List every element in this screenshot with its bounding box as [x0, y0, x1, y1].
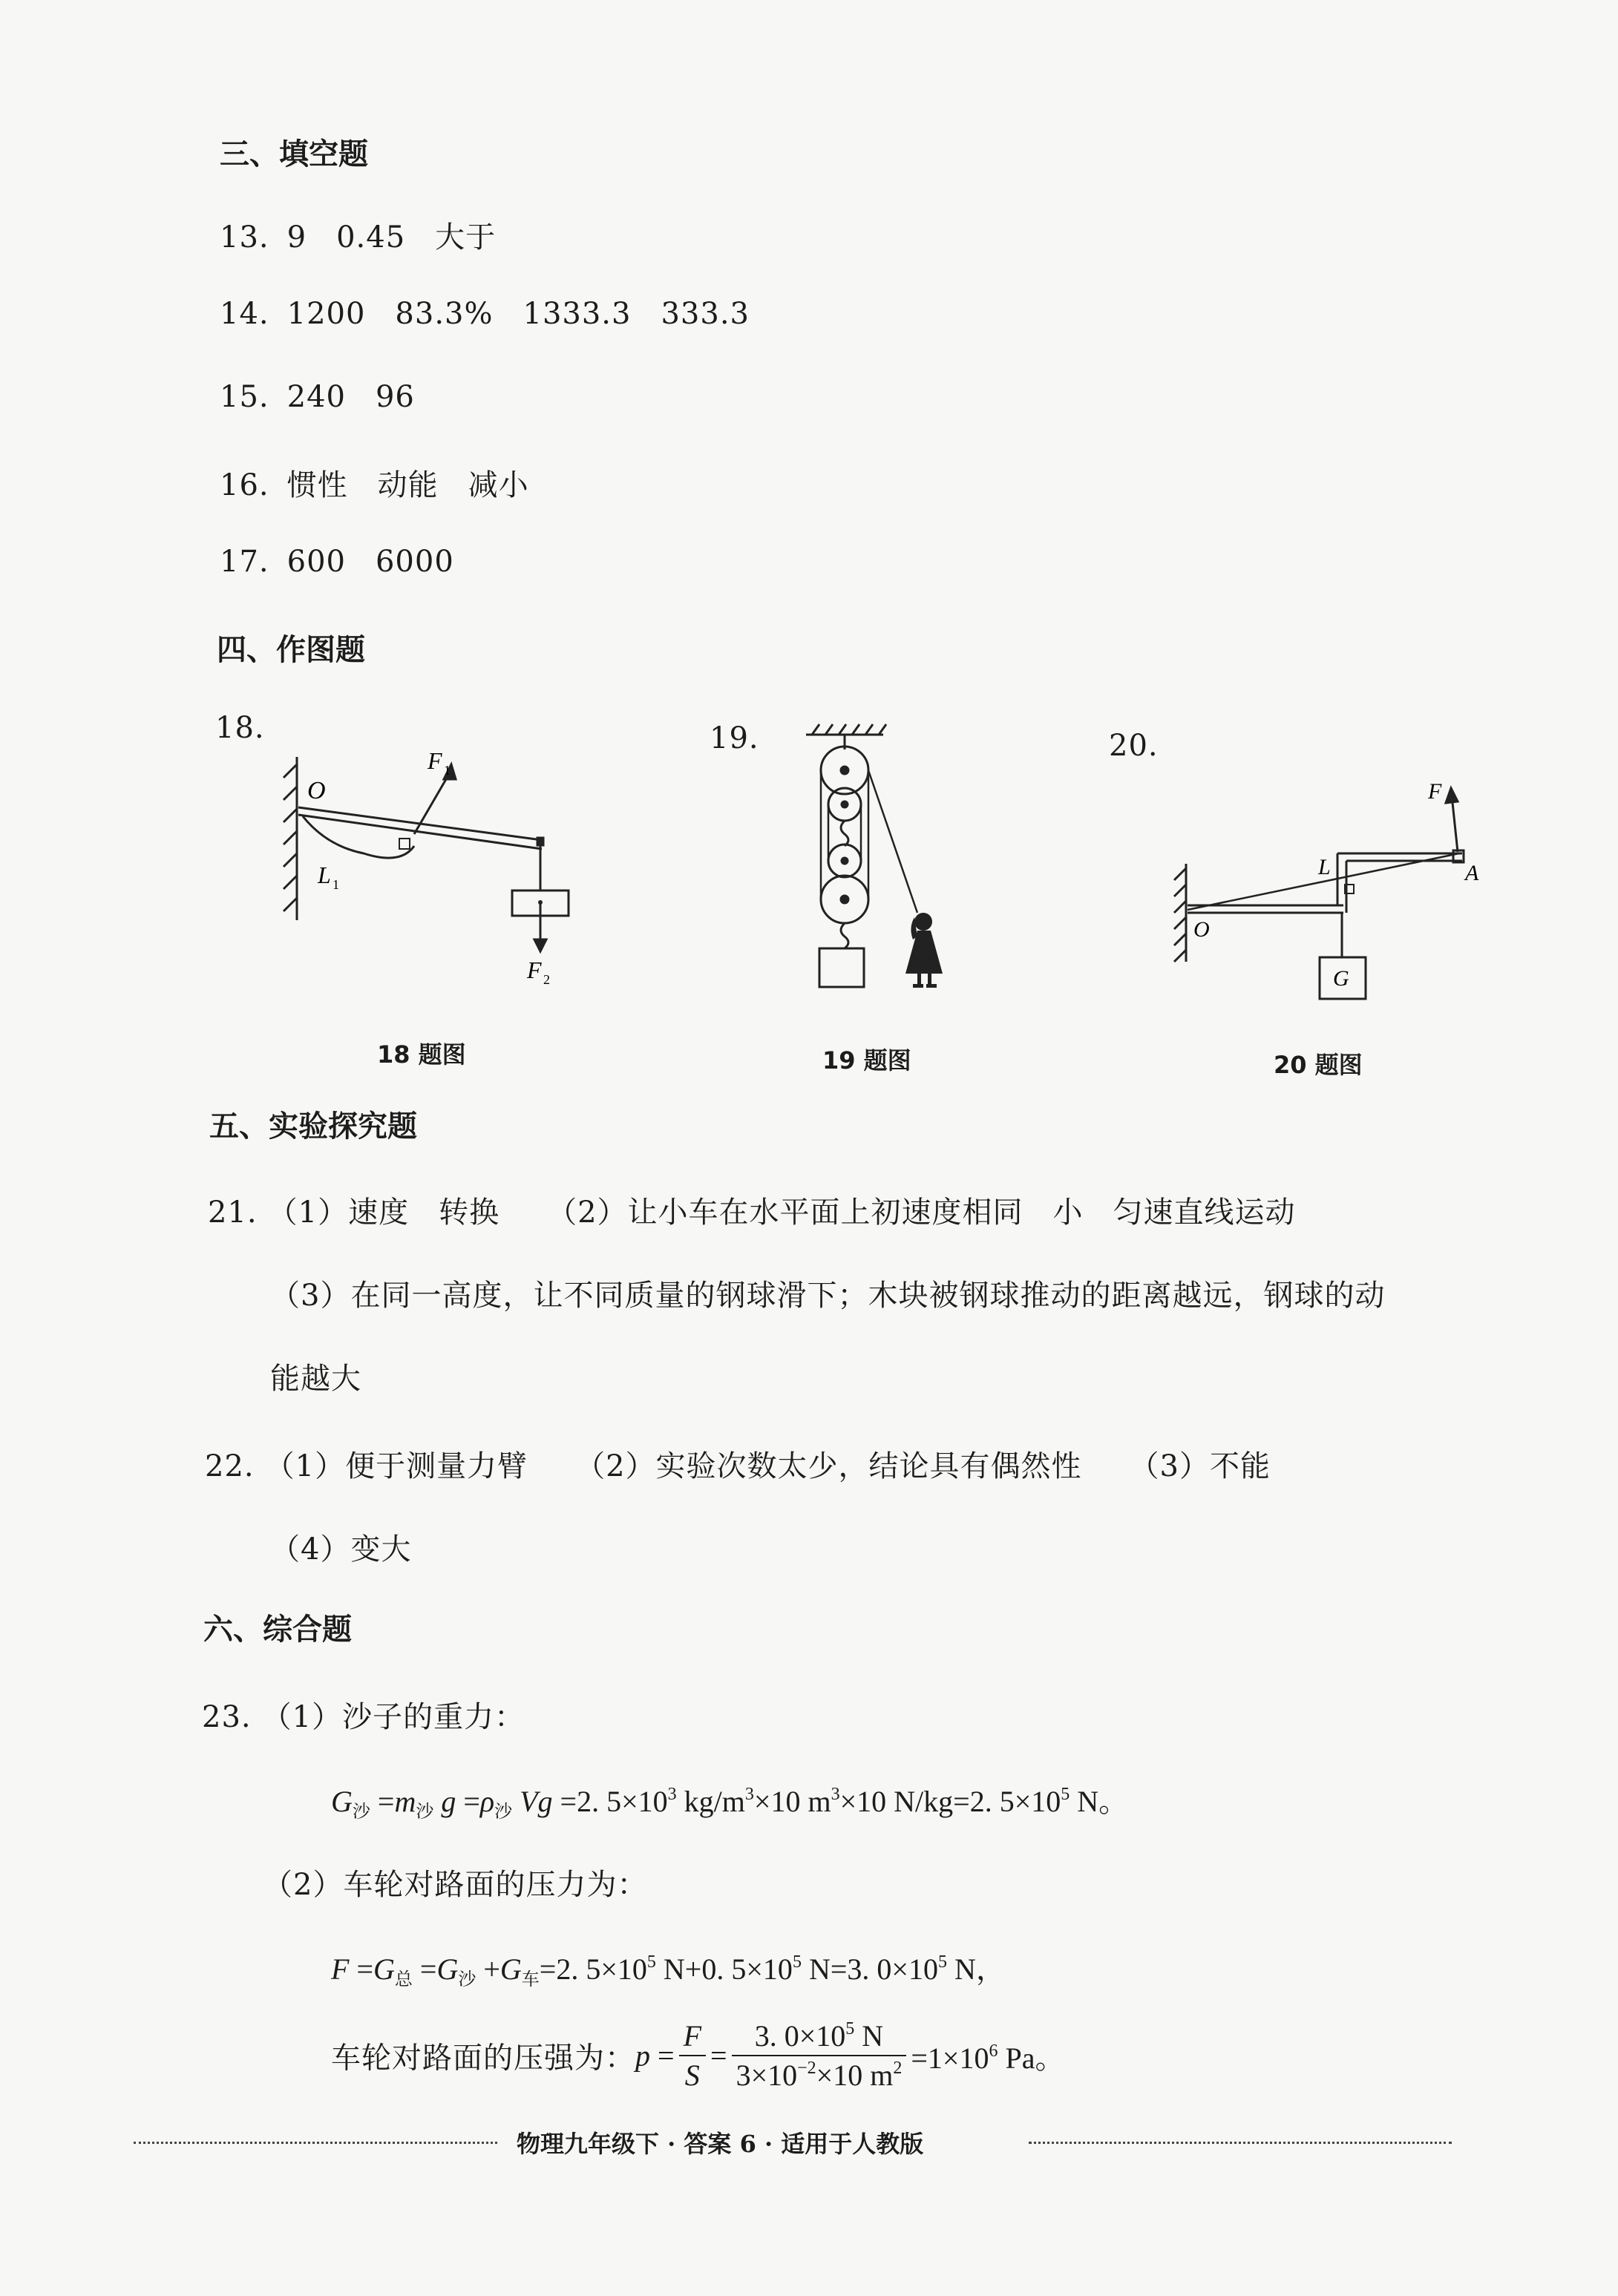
force-f2-arrow	[534, 902, 546, 951]
footer-text: 物理九年级下 · 答案 6 · 适用于人教版	[517, 2130, 924, 2158]
label-a-20: A	[1465, 861, 1479, 885]
figure-18-lever-diagram	[252, 735, 579, 994]
label-f1: F	[428, 747, 442, 774]
label-f2-sub: 2	[543, 972, 550, 987]
label-f-20: F	[1428, 779, 1442, 804]
answer-16: 16. 惯性 动能 减小	[220, 468, 529, 502]
answer-23-part1-label: 23. （1）沙子的重力：	[202, 1700, 525, 1734]
label-g-20: G	[1333, 966, 1349, 991]
footer-divider-right	[1029, 2142, 1452, 2144]
equation-pressure: 车轮对路面的压强为：p = $\frac{F}{S}$ = $\frac{3. 0\times 10^5 N}{3\times 10^{-2}\times 10 m^2}$ $=1\times 10^6$ Pa。	[331, 2019, 1065, 2092]
answer-13: 13. 9 0.45 大于	[220, 220, 497, 255]
section-title-experiment: 五、实验探究题	[209, 1109, 417, 1144]
answer-14: 14. 1200 83.3% 1333.3 333.3	[220, 297, 750, 331]
section-title-fill: 三、填空题	[220, 137, 368, 171]
answer-21-line3: 能越大	[270, 1362, 361, 1396]
fraction-values: $\frac{3. 0\times 10^5 N}{3\times 10^{-2}\times 10 m^2}$	[732, 2018, 907, 2093]
figure-18-number: 18.	[215, 711, 265, 745]
label-o: O	[307, 777, 326, 804]
wall-hatch-20	[1174, 864, 1186, 962]
figure-19-caption: 19 题图	[822, 1046, 911, 1075]
footer-divider-left	[134, 2142, 497, 2144]
label-f2: F	[527, 957, 542, 983]
ceiling-hatch	[806, 724, 886, 735]
figure-19-pulley-diagram	[772, 712, 965, 1009]
figure-20-caption: 20 题图	[1274, 1051, 1363, 1079]
figure-19-number: 19.	[710, 721, 759, 755]
section-title-comprehensive: 六、综合题	[203, 1613, 352, 1647]
label-f1-sub: 1	[444, 763, 451, 778]
label-l-20: L	[1318, 855, 1331, 879]
girl-figure	[905, 913, 943, 988]
label-l1: L	[318, 862, 331, 888]
label-o-20: O	[1193, 917, 1210, 942]
figure-20-lever-diagram	[1165, 772, 1492, 1024]
right-angle-mark	[399, 839, 410, 849]
equation-pressure-force: $F =G_总 =G_沙 +G_车=2$. $5\times 10^5$ N+0. $5\times 10^5$ N=3. $0\times 10^5$ N，	[331, 1952, 1006, 1990]
answer-21-line2: （3）在同一高度，让不同质量的钢球滑下；木块被钢球推动的距离越远，钢球的动	[270, 1279, 1386, 1313]
answer-22-line1: 22. （1）便于测量力臂 （2）实验次数太少，结论具有偶然性 （3）不能	[205, 1449, 1271, 1483]
fraction-f-over-s: $\frac{F}{S}$	[679, 2018, 706, 2093]
equation-sand-weight: $G_沙 =m_沙$ $g =\rho_沙$ Vg =2. $5\times 10^3$ $kg/m^3\times 10$ $m^3\times 10$ N/kg=2. $5\times 10^5$ N。	[331, 1785, 1129, 1822]
wall-hatch	[284, 757, 297, 920]
figure-18-caption: 18 题图	[377, 1040, 466, 1069]
answer-22-line2: （4）变大	[270, 1532, 412, 1567]
label-l1-sub: 1	[333, 877, 339, 892]
force-f-arrow	[1446, 788, 1458, 852]
answer-17: 17. 600 6000	[220, 545, 454, 579]
answer-15: 15. 240 96	[220, 380, 415, 414]
load-block	[819, 948, 864, 987]
section-title-draw: 四、作图题	[217, 633, 365, 667]
answer-21-line1: 21. （1）速度 转换 （2）让小车在水平面上初速度相同 小 匀速直线运动	[208, 1195, 1296, 1230]
answer-23-part2-label: （2）车轮对路面的压力为：	[263, 1868, 648, 1902]
figure-20-number: 20.	[1109, 729, 1159, 763]
